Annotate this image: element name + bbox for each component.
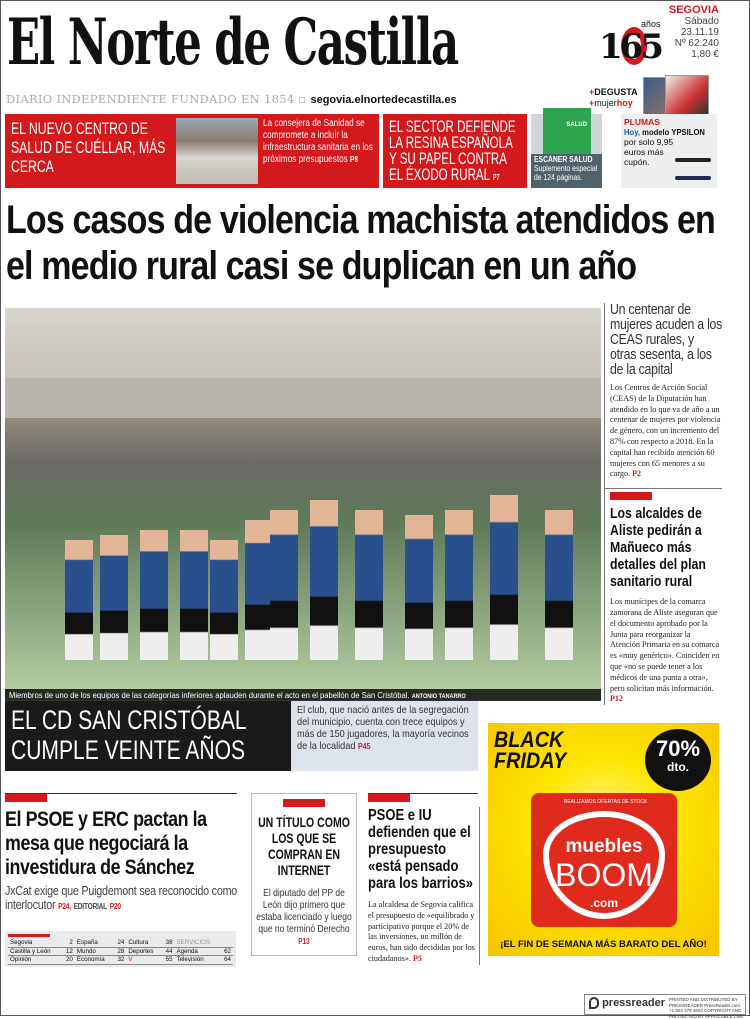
index-page: 55 <box>161 956 174 965</box>
index-row <box>8 956 233 965</box>
supplement-promos: +DEGUSTA +mujerhoy <box>589 87 638 108</box>
edition-city: SEGOVIA <box>668 4 719 16</box>
index-page: 2 <box>62 939 75 947</box>
aliste-body: Los munícipes de la comarca zamorana de Aliste aseguran que el documento aprobado por la Junta para reorganizar la Atención Primaria en su comarca es «muy genérico». Coinciden en que «no se puede tener a los médicos de una punta a otra», pero solicitan más información. P12 <box>610 597 720 704</box>
section-bar <box>610 492 652 500</box>
issue-number: Nº 62.240 <box>674 38 719 49</box>
photo-caption: Miembros de uno de los equipos de las categorías inferiores aplauden durante el acto en el pabellón de San Cristóbal. ANTONIO TANARRO <box>5 689 601 701</box>
index-section: Castilla y León <box>8 947 62 956</box>
index-section: V <box>126 956 161 965</box>
advertisement-muebles-boom[interactable]: BLACK FRIDAY 70% dto. REALIZAMOS OFERTAS DE STOCK muebles BOOM .com ¡EL FIN DE SEMANA MÁS BARATO DEL AÑO! <box>488 723 719 956</box>
pen-image <box>675 176 711 180</box>
index-row <box>8 947 233 956</box>
edition-info <box>669 5 719 60</box>
story-san-cristobal-title: EL CD SAN CRISTÓBAL CUMPLE VEINTE AÑOS <box>5 701 291 771</box>
index-section: España <box>75 939 113 947</box>
main-body: Los Centros de Acción Social (CEAS) de la Diputación han atendido en lo que va de año a un centenar de mujeres por violencia de género, con un incremento del 87% con respecto a 2018. En la capital han recibido atención 60 mujeres con 65 menores a su cargo. P2 <box>610 383 721 479</box>
pen-image <box>675 158 711 162</box>
story-psoe-erc: El PSOE y ERC pactan la mesa que negociará la investidura de Sánchez JxCat exige que Puigdemont sea reconocido como interlocutor P24, EDITORIAL P20 <box>5 807 238 912</box>
right-column <box>604 303 721 705</box>
teaser-plumas[interactable]: PLUMAS Hoy, modelo YPSILON por solo 9,95 euros más cupón. <box>621 114 717 188</box>
supplement-cover: SALUD <box>543 108 591 154</box>
teaser-cuellar[interactable]: EL NUEVO CENTRO DE SALUD DE CUÉLLAR, MÁS CERCA La consejera de Sanidad se compromete a incluir la infraestructura sanitaria en los próximos presupuestos P8 <box>5 114 379 188</box>
index-page: 38 <box>161 939 174 947</box>
index-page: 28 <box>113 947 126 956</box>
index-row <box>8 939 233 947</box>
teaser-photo <box>176 118 258 184</box>
index-page: 12 <box>62 947 75 956</box>
index-page: 32 <box>113 956 126 965</box>
main-deck: Un centenar de mujeres acuden a los CEAS rurales, y otras sesenta, a los de la capital <box>610 302 723 378</box>
tagline: DIARIO INDEPENDIENTE FUNDADO EN 1854 ▫ segovia.elnortedecastilla.es <box>6 92 457 106</box>
website-link[interactable]: segovia.elnortedecastilla.es <box>310 94 457 106</box>
index-section: Segovia <box>8 939 62 947</box>
photo-credit: ANTONIO TANARRO <box>411 694 466 700</box>
masthead-logo: El Norte de Castilla <box>7 5 458 80</box>
pressreader-icon <box>589 997 599 1009</box>
index-section: Opinión <box>8 956 62 965</box>
index-page: 64 <box>220 956 233 965</box>
index-page: 62 <box>220 947 233 956</box>
index-section: Televisión <box>175 956 220 965</box>
section-bar <box>5 794 47 802</box>
anniversary-logo: 165 años <box>599 19 661 67</box>
magazine-cover-image <box>665 75 709 115</box>
story-san-cristobal-text: El club, que nació antes de la segregación del municipio, cuenta con trece equipos y más de 150 jugadores, la mayoría vecinos de la localidad P45 <box>291 701 478 771</box>
section-bar <box>368 794 410 802</box>
index-page: 24 <box>113 939 126 947</box>
index-section: Deportes <box>126 947 161 956</box>
price: 1,80 € <box>691 49 719 60</box>
index-section: Mundo <box>75 947 113 956</box>
divider <box>605 488 722 489</box>
index-section: Cultura <box>126 939 161 947</box>
edition-day: Sábado <box>684 16 719 27</box>
pressreader-footer[interactable]: pressreader PRINTED AND DISTRIBUTED BY PRESSREADER PressReader.com +1 604 278 4604 COPYRIGHT AND PROTECTED BY APPLICABLE LAW <box>584 994 746 1015</box>
main-photo <box>5 308 601 700</box>
index-section: Economía <box>75 956 113 965</box>
teaser-resina[interactable]: EL SECTOR DEFIENDE LA RESINA ESPAÑOLA Y SU PAPEL CONTRA EL ÉXODO RURAL P7 <box>383 114 527 188</box>
aliste-headline: Los alcaldes de Aliste pedirán a Mañueco más detalles del plan sanitario rural <box>610 506 706 591</box>
index-section: Agenda <box>175 947 220 956</box>
index-page: 44 <box>161 947 174 956</box>
story-psoe-iu: PSOE e IU defienden que el presupuesto «está pensado para los barrios» La alcaldesa de Segovia califica el presupuesto de «equilibrado y participativo porque el 20% de las inversiones, un millón de euros, han sido decididas por los ciudadanos». P5 <box>368 807 480 965</box>
section-index <box>5 931 236 967</box>
discount-badge: 70% dto. <box>645 729 711 791</box>
main-headline: Los casos de violencia machista atendidos en el medio rural casi se duplican en un año <box>6 198 715 288</box>
teaser-escaner-salud[interactable]: SALUD ESCÁNER SALUD Suplemento especial de 124 páginas. <box>531 114 602 188</box>
edition-date: 23.11.19 <box>680 27 719 38</box>
index-page <box>220 939 233 947</box>
story-titulo: UN TÍTULO COMO LOS QUE SE COMPRAN EN INTERNET El diputado del PP de León dijo primero que estaba licenciado y luego que no terminó Derecho P13 <box>251 793 357 956</box>
index-page: 20 <box>62 956 75 965</box>
index-section: SERVICIOS <box>175 939 220 947</box>
